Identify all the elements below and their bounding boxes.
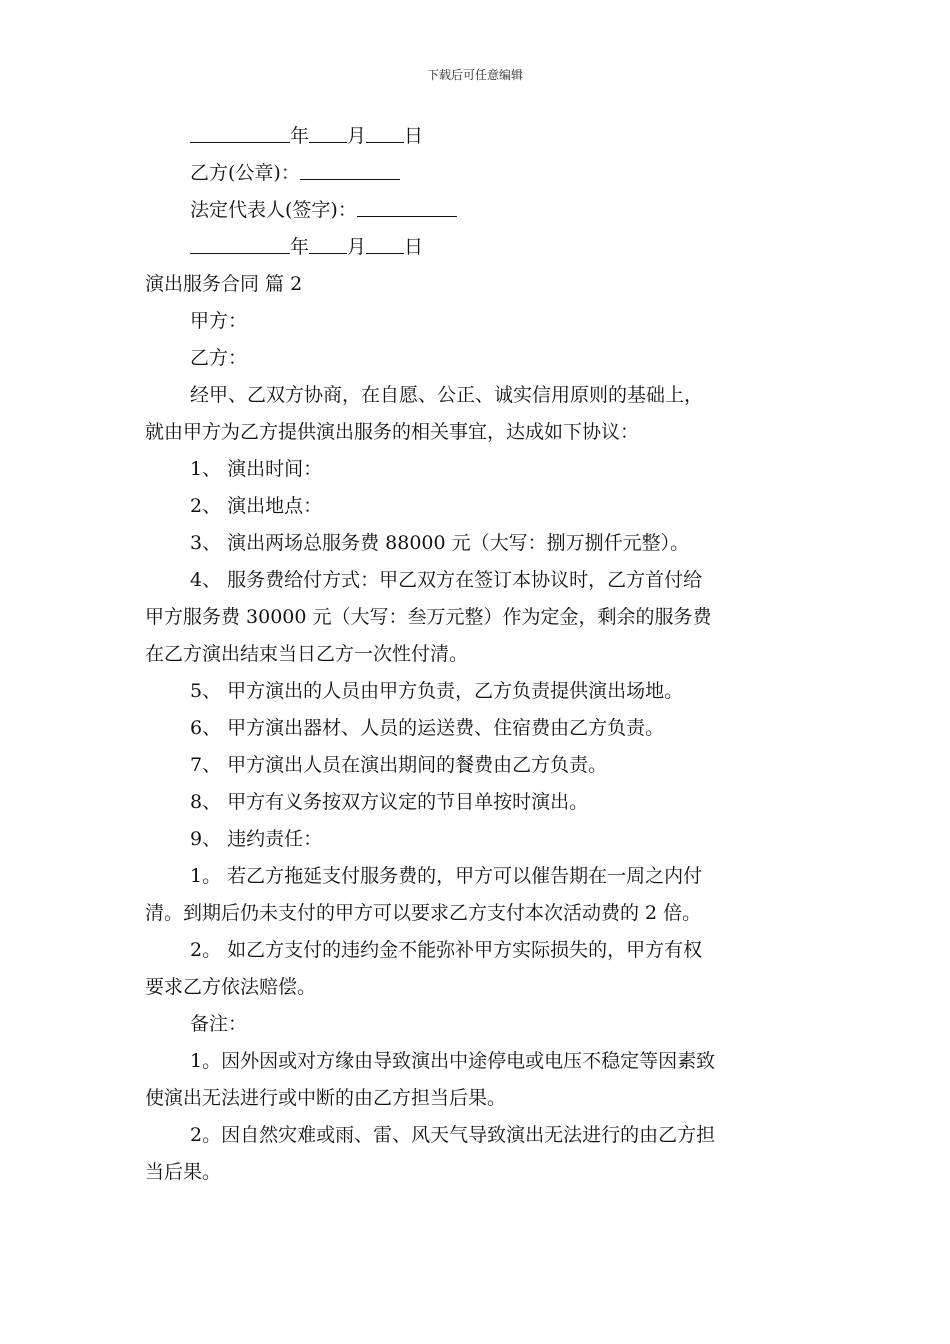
intro-line-1: 经甲、乙双方协商，在自愿、公正、诚实信用原则的基础上， xyxy=(190,384,704,406)
signature-blank xyxy=(357,194,457,217)
intro-line-2: 就由甲方为乙方提供演出服务的相关事宜，达成如下协议： xyxy=(145,421,640,443)
day-label: 日 xyxy=(404,125,424,147)
clause-8: 8、 甲方有义务按双方议定的节目单按时演出。 xyxy=(190,791,589,813)
month-blank xyxy=(309,231,347,254)
section-title: 演出服务合同 篇 2 xyxy=(145,273,303,295)
clause-6: 6、 甲方演出器材、人员的运送费、住宿费由乙方负责。 xyxy=(190,717,665,739)
clause-2: 2、 演出地点： xyxy=(190,495,323,517)
document-body xyxy=(145,118,815,1191)
year-blank xyxy=(190,120,290,143)
page-header: 下载后可任意编辑 xyxy=(426,68,523,82)
party-b-line: 乙方： xyxy=(190,347,248,369)
remark-1-line-2: 使演出无法进行或中断的由乙方担当后果。 xyxy=(145,1087,507,1109)
clause-9: 9、 违约责任： xyxy=(190,828,323,850)
seal-blank xyxy=(300,157,400,180)
year-blank xyxy=(190,231,290,254)
breach-1-line-1: 1。 若乙方拖延支付服务费的，甲方可以催告期在一周之内付 xyxy=(190,865,703,887)
day-label: 日 xyxy=(404,236,424,258)
remark-2-line-2: 当后果。 xyxy=(145,1161,222,1183)
clause-7: 7、 甲方演出人员在演出期间的餐费由乙方负责。 xyxy=(190,754,608,776)
breach-2-line-1: 2。 如乙方支付的违约金不能弥补甲方实际损失的，甲方有权 xyxy=(190,939,703,961)
year-label: 年 xyxy=(290,236,310,258)
remark-1-line-1: 1。因外因或对方缘由导致演出中途停电或电压不稳定等因素致 xyxy=(190,1050,716,1072)
breach-2-line-2: 要求乙方依法赔偿。 xyxy=(145,976,317,998)
clause-1: 1、 演出时间： xyxy=(190,458,323,480)
clause-5: 5、 甲方演出的人员由甲方负责，乙方负责提供演出场地。 xyxy=(190,680,684,702)
clause-3: 3、 演出两场总服务费 88000 元（大写：捌万捌仟元整）。 xyxy=(190,532,690,554)
date-line-2 xyxy=(145,229,815,266)
party-b-seal-label: 乙方(公章)： xyxy=(190,162,300,184)
day-blank xyxy=(366,120,404,143)
month-label: 月 xyxy=(347,125,367,147)
legal-rep-line xyxy=(145,192,815,229)
party-b-seal-line xyxy=(145,155,815,192)
clause-4-line-3: 在乙方演出结束当日乙方一次性付清。 xyxy=(145,643,469,665)
breach-1-line-2: 清。到期后仍未支付的甲方可以要求乙方支付本次活动费的 2 倍。 xyxy=(145,902,702,924)
party-a-line: 甲方： xyxy=(190,310,248,332)
year-label: 年 xyxy=(290,125,310,147)
clause-4-line-2: 甲方服务费 30000 元（大写：叁万元整）作为定金，剩余的服务费 xyxy=(145,606,712,628)
day-blank xyxy=(366,231,404,254)
date-line-1 xyxy=(145,118,815,155)
month-label: 月 xyxy=(347,236,367,258)
clause-4-line-1: 4、 服务费给付方式：甲乙双方在签订本协议时，乙方首付给 xyxy=(190,569,703,591)
remark-2-line-1: 2。因自然灾难或雨、雷、风天气导致演出无法进行的由乙方担 xyxy=(190,1124,716,1146)
remarks-label: 备注： xyxy=(190,1013,248,1035)
legal-rep-label: 法定代表人(签字)： xyxy=(190,199,357,221)
month-blank xyxy=(309,120,347,143)
